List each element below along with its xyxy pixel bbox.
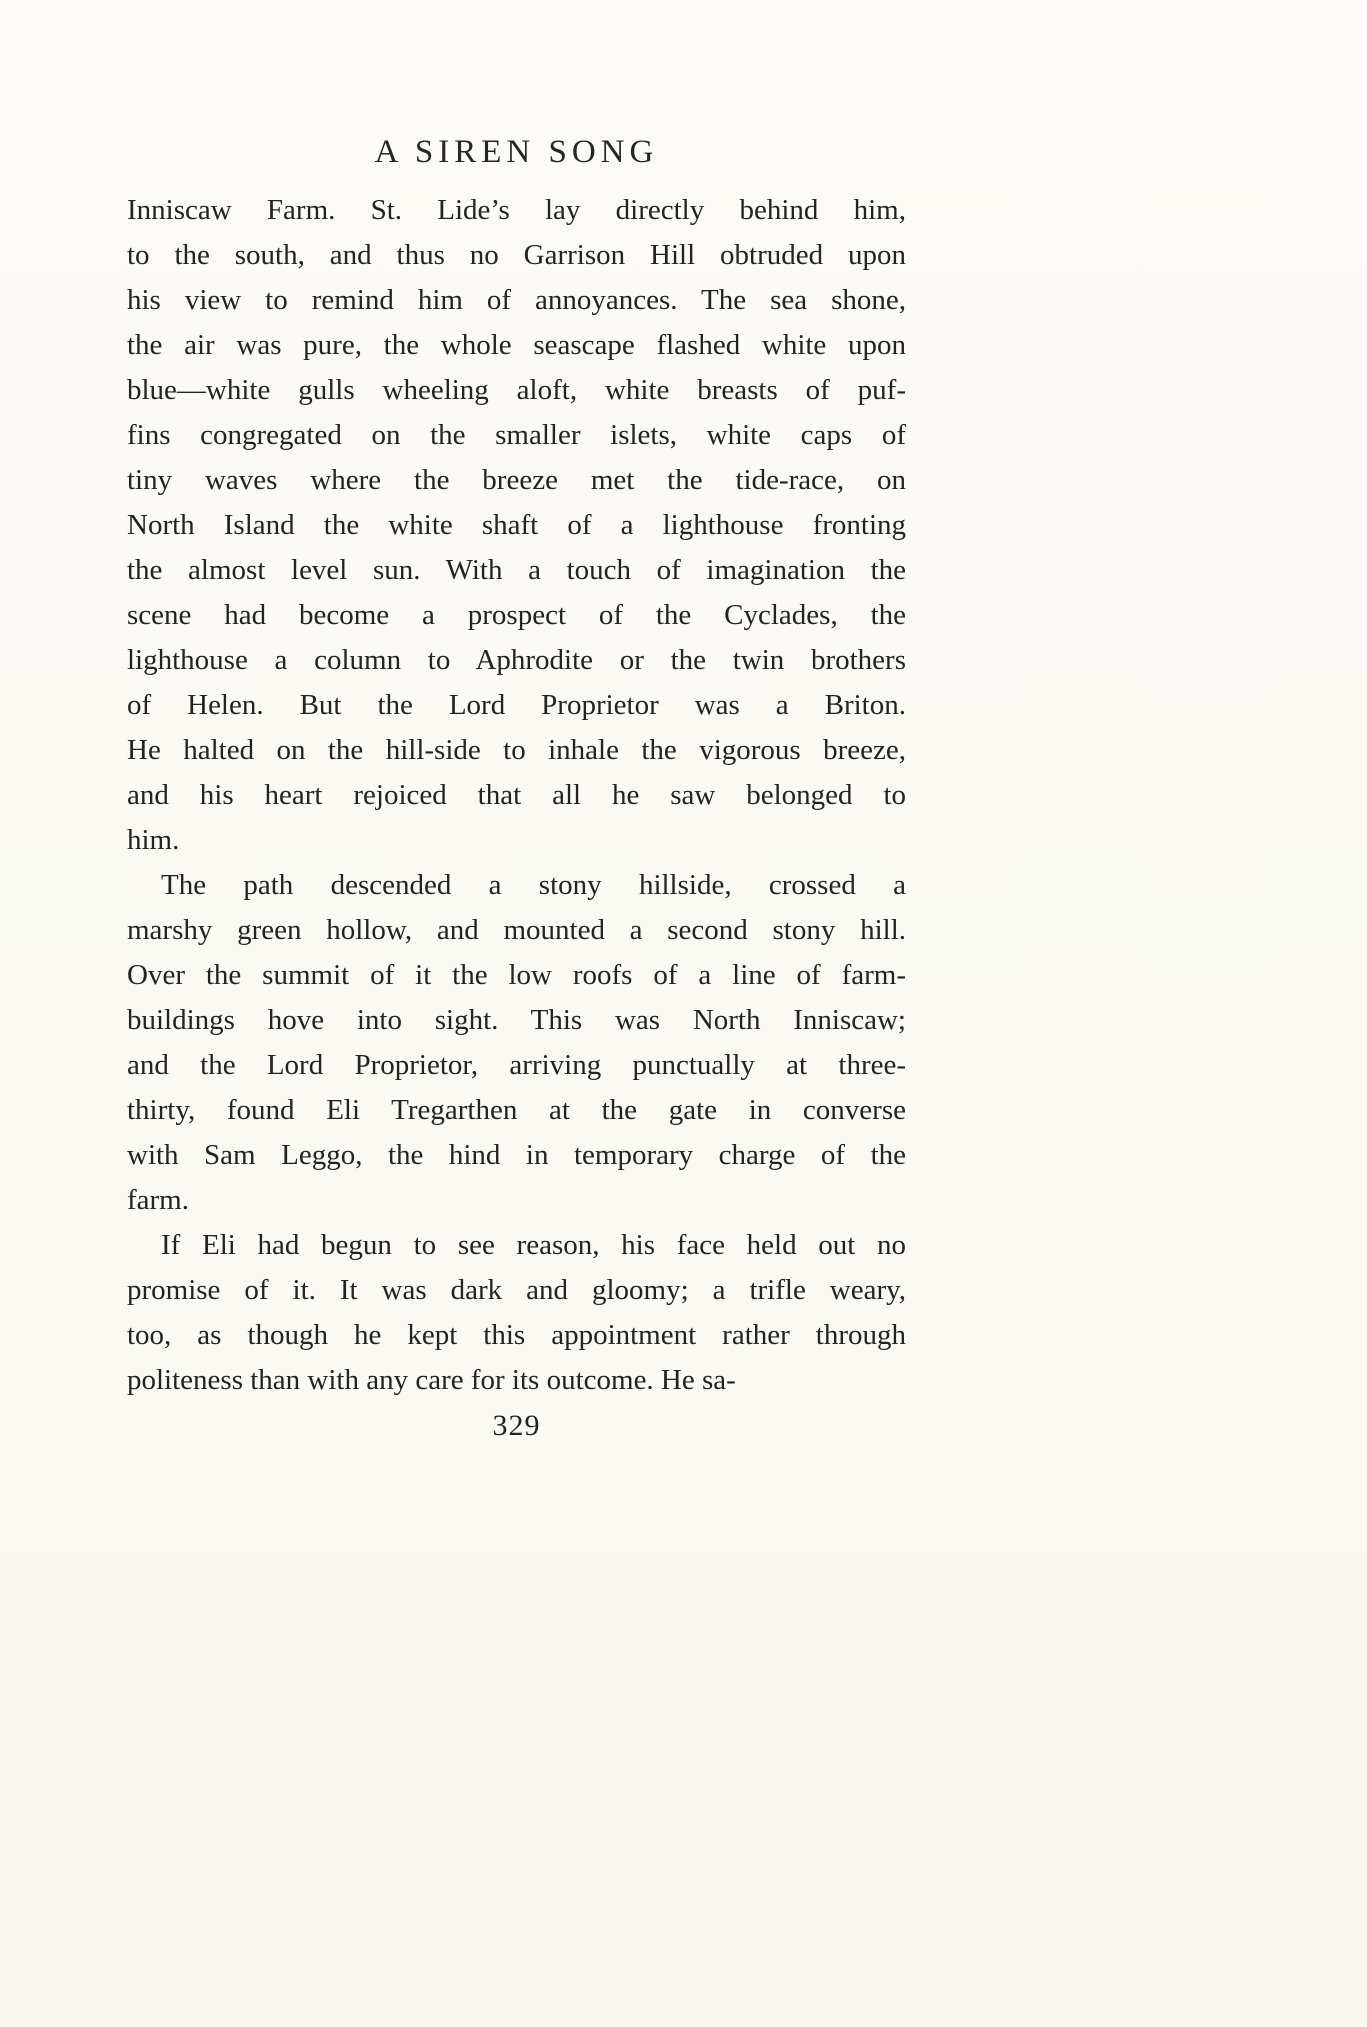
text-column (127, 132, 906, 1448)
text-line: Inniscaw Farm. St. Lide’s lay directly behind him, (127, 194, 906, 226)
text-line: thirty, found Eli Tregarthen at the gate in converse (127, 1094, 906, 1126)
text-line: blue—white gulls wheeling aloft, white breasts of puf- (127, 374, 906, 406)
text-line: the almost level sun. With a touch of imagination the (127, 554, 906, 586)
text-line: the air was pure, the whole seascape flashed white upon (127, 329, 906, 361)
text-line: lighthouse a column to Aphrodite or the twin brothers (127, 644, 906, 676)
text-line: and his heart rejoiced that all he saw belonged to (127, 779, 906, 811)
text-line: He halted on the hill-side to inhale the vigorous breeze, (127, 734, 906, 766)
text-line: with Sam Leggo, the hind in temporary charge of the (127, 1139, 906, 1171)
text-line: fins congregated on the smaller islets, white caps of (127, 419, 906, 451)
text-line: to the south, and thus no Garrison Hill obtruded upon (127, 239, 906, 271)
body-text (127, 188, 906, 1403)
text-line: of Helen. But the Lord Proprietor was a Briton. (127, 689, 906, 721)
text-line: scene had become a prospect of the Cyclades, the (127, 599, 906, 631)
page-number: 329 (492, 1409, 541, 1442)
text-line: and the Lord Proprietor, arriving punctually at three- (127, 1049, 906, 1081)
text-line: too, as though he kept this appointment rather through (127, 1319, 906, 1351)
text-line: him. (127, 824, 180, 856)
text-line: marshy green hollow, and mounted a second stony hill. (127, 914, 906, 946)
text-line: politeness than with any care for its outcome. He sa- (127, 1364, 736, 1396)
text-line: farm. (127, 1184, 189, 1216)
text-line: North Island the white shaft of a lighthouse fronting (127, 509, 906, 541)
page-header: A SIREN SONG (374, 134, 659, 170)
text-line: Over the summit of it the low roofs of a line of farm- (127, 959, 906, 991)
text-line: buildings hove into sight. This was North Inniscaw; (127, 1004, 906, 1036)
text-line: The path descended a stony hillside, crossed a (161, 869, 906, 901)
text-line: his view to remind him of annoyances. The sea shone, (127, 284, 906, 316)
text-line: promise of it. It was dark and gloomy; a trifle weary, (127, 1274, 906, 1306)
text-line: If Eli had begun to see reason, his face held out no (161, 1229, 906, 1261)
text-line: tiny waves where the breeze met the tide-race, on (127, 464, 906, 496)
